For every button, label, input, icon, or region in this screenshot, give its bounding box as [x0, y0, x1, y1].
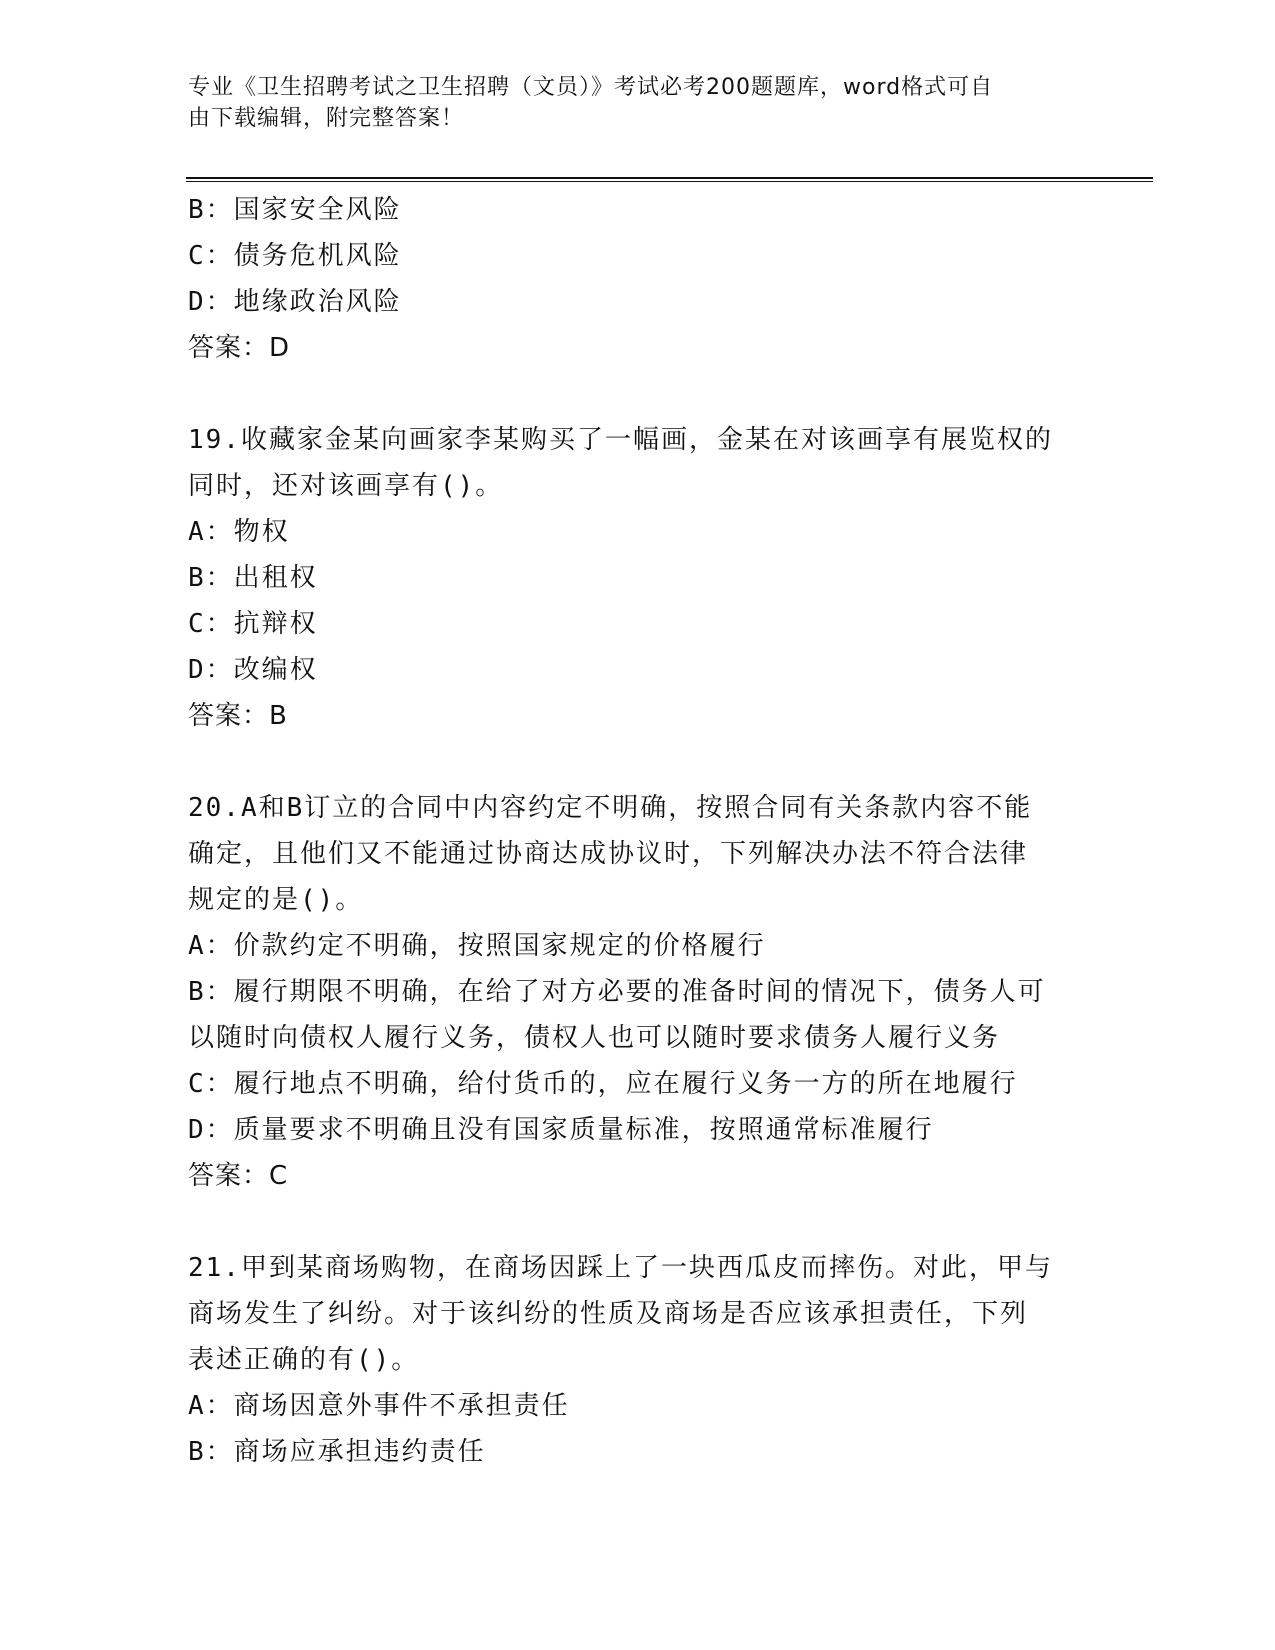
document-body [188, 187, 1088, 1475]
option-b-continued: 以随时向债权人履行义务，债权人也可以随时要求债务人履行义务 [188, 1023, 1001, 1053]
option-d: D：地缘政治风险 [188, 287, 402, 317]
option-c: C：履行地点不明确，给付货币的，应在履行义务一方的所在地履行 [188, 1069, 1018, 1099]
question-20 [188, 785, 1088, 1199]
question-21 [188, 1245, 1088, 1475]
option-d: D：质量要求不明确且没有国家质量标准，按照通常标准履行 [188, 1115, 934, 1145]
spacer [188, 371, 1088, 417]
question-18-continued [188, 187, 1088, 371]
option-a: A：价款约定不明确，按照国家规定的价格履行 [188, 931, 766, 961]
question-text: 19.收藏家金某向画家李某购买了一幅画，金某在对该画享有展览权的 [188, 425, 1053, 455]
option-b: B：国家安全风险 [188, 195, 402, 225]
option-a: A：物权 [188, 517, 290, 547]
header-rule [186, 177, 1153, 182]
option-c: C：债务危机风险 [188, 241, 402, 271]
question-text: 商场发生了纠纷。对于该纠纷的性质及商场是否应该承担责任，下列 [188, 1299, 1029, 1329]
option-b: B：履行期限不明确，在给了对方必要的准备时间的情况下，债务人可 [188, 977, 1046, 1007]
question-text: 同时，还对该画享有()。 [188, 471, 504, 501]
spacer [188, 1199, 1088, 1245]
answer: 答案：D [188, 333, 291, 363]
question-text: 21.甲到某商场购物，在商场因踩上了一块西瓜皮而摔伤。对此，甲与 [188, 1253, 1053, 1283]
header-line-2: 由下载编辑，附完整答案！ [188, 106, 465, 131]
answer: 答案：C [188, 1161, 289, 1191]
question-19 [188, 417, 1088, 739]
header-line-1: 专业《卫生招聘考试之卫生招聘（文员）》考试必考200题题库，word格式可自 [188, 75, 994, 100]
question-text: 确定，且他们又不能通过协商达成协议时，下列解决办法不符合法律 [188, 839, 1029, 869]
option-b: B：出租权 [188, 563, 318, 593]
spacer [188, 739, 1088, 785]
option-d: D：改编权 [188, 655, 318, 685]
answer: 答案：B [188, 701, 288, 731]
option-b: B：商场应承担违约责任 [188, 1437, 486, 1467]
question-text: 表述正确的有()。 [188, 1345, 420, 1375]
question-text: 20.A和B订立的合同中内容约定不明确，按照合同有关条款内容不能 [188, 793, 1033, 823]
option-c: C：抗辩权 [188, 609, 318, 639]
question-text: 规定的是()。 [188, 885, 364, 915]
option-a: A：商场因意外事件不承担责任 [188, 1391, 570, 1421]
page-header [188, 72, 1088, 134]
